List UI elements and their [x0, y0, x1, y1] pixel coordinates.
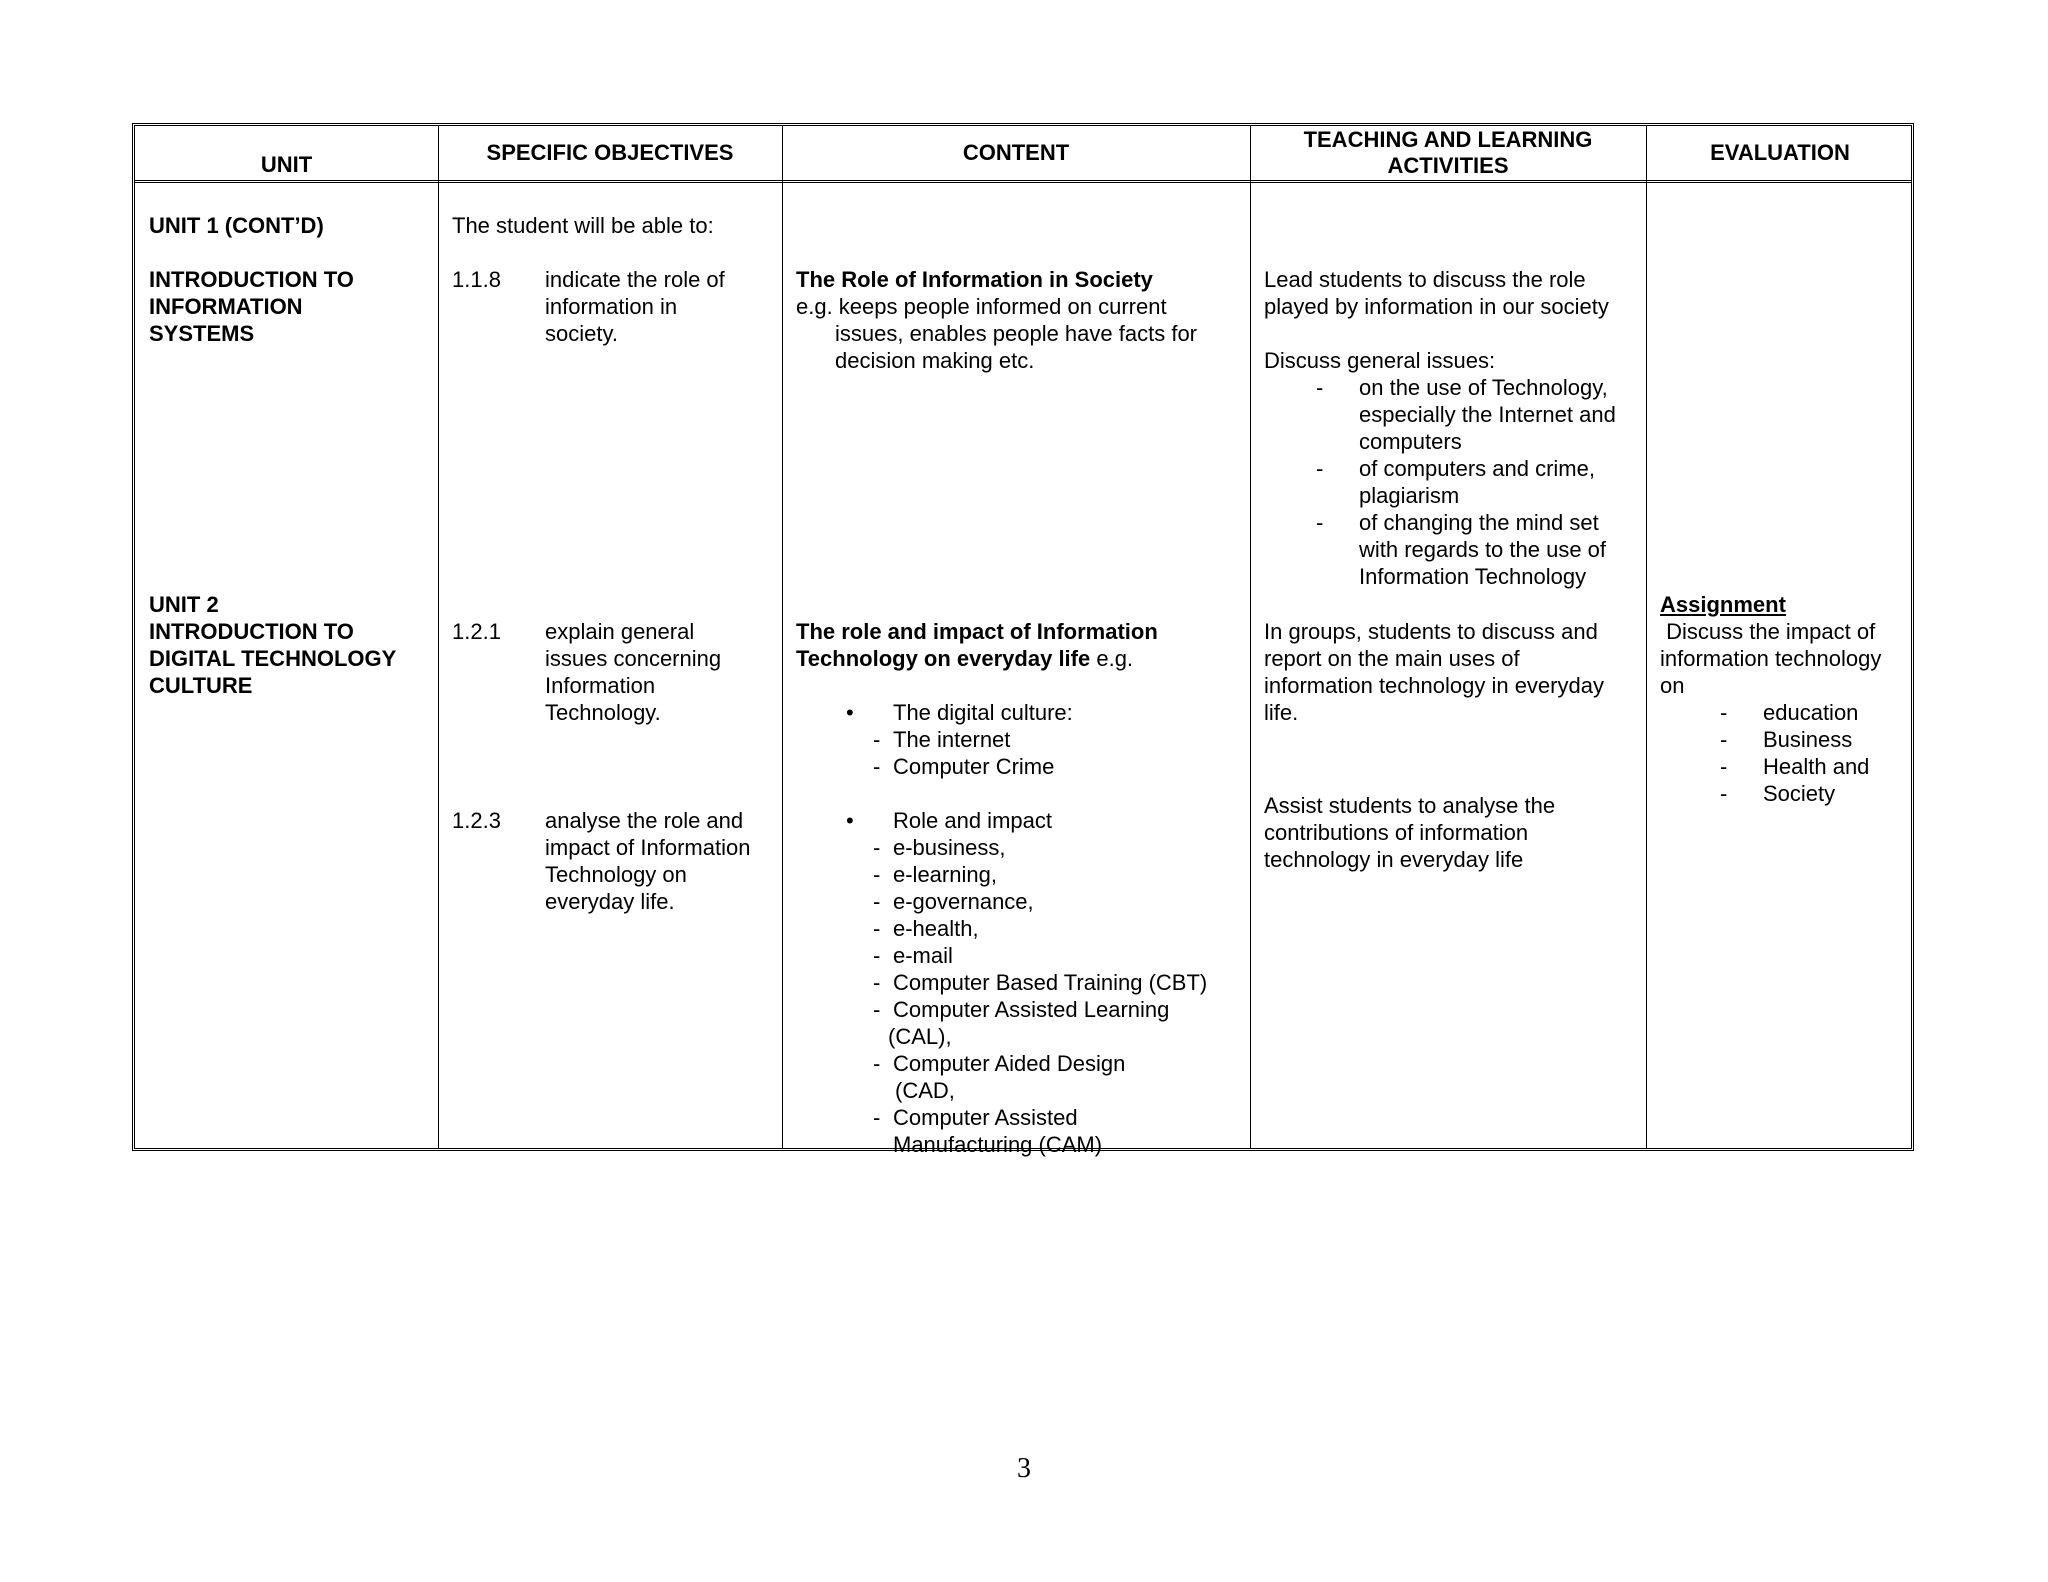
objective-line: Information	[545, 673, 656, 698]
objective-line: information in	[545, 294, 678, 319]
objective-line: Technology.	[545, 700, 661, 725]
activity-item: with regards to the use of	[1359, 537, 1607, 562]
evaluation-line: Discuss the impact of	[1660, 619, 1876, 644]
dash: -	[873, 754, 881, 779]
content-block2-title-line2	[796, 645, 1133, 672]
content-block2-eg: e.g.	[1090, 646, 1134, 671]
bullet-dot: •	[846, 808, 854, 833]
content-subitem-cont: (CAL),	[888, 1024, 952, 1049]
objective-line: society.	[545, 321, 618, 346]
objective-line: everyday life.	[545, 889, 675, 914]
content-block2-title-bold: Technology on everyday life	[796, 646, 1091, 671]
unit1-name-line: INFORMATION	[149, 294, 303, 319]
content-subitem: Computer Crime	[893, 754, 1055, 779]
dash: -	[873, 835, 881, 860]
header-unit: UNIT	[260, 152, 313, 177]
content-line: issues, enables people have facts for	[835, 321, 1198, 346]
activity-item: Information Technology	[1359, 564, 1587, 589]
activity-item: computers	[1359, 429, 1462, 454]
objective-line: analyse the role and	[545, 808, 744, 833]
dash: -	[1720, 700, 1728, 725]
objective-line: impact of Information	[545, 835, 751, 860]
bullet-dot: •	[846, 700, 854, 725]
objectives-intro: The student will be able to:	[452, 213, 714, 238]
evaluation-item: education	[1763, 700, 1859, 725]
header-content: CONTENT	[962, 140, 1070, 165]
dash: -	[1316, 375, 1324, 400]
unit2-name-line: INTRODUCTION TO	[149, 619, 354, 644]
column-divider	[1646, 126, 1647, 1148]
objective-number: 1.2.1	[452, 619, 501, 644]
column-divider	[1250, 126, 1251, 1148]
activity-line: Lead students to discuss the role	[1264, 267, 1586, 292]
unit2-name-line: CULTURE	[149, 673, 253, 698]
content-subitem: Computer Assisted	[893, 1105, 1078, 1130]
dash: -	[1316, 510, 1324, 535]
header-specific-objectives: SPECIFIC OBJECTIVES	[486, 140, 734, 165]
content-subitem-cont: (CAD,	[895, 1078, 955, 1103]
dash: -	[873, 1105, 881, 1130]
content-subitem: e-health,	[893, 916, 979, 941]
activity-item: especially the Internet and	[1359, 402, 1616, 427]
content-block1-title: The Role of Information in Society	[796, 267, 1153, 292]
dash: -	[1720, 754, 1728, 779]
dash: -	[873, 727, 881, 752]
content-block2-title: The role and impact of Information	[796, 619, 1158, 644]
unit2-name-line: DIGITAL TECHNOLOGY	[149, 646, 397, 671]
header-divider	[135, 180, 1911, 183]
objective-line: indicate the role of	[545, 267, 725, 292]
evaluation-line: on	[1660, 673, 1685, 698]
content-subitem: Computer Aided Design	[893, 1051, 1126, 1076]
unit1-name-line: SYSTEMS	[149, 321, 255, 346]
objective-line: issues concerning	[545, 646, 722, 671]
content-line: decision making etc.	[835, 348, 1035, 373]
activity-line: information technology in everyday	[1264, 673, 1604, 698]
dash: -	[1316, 456, 1324, 481]
dash: -	[873, 943, 881, 968]
header-teaching-learning-activities: TEACHING AND LEARNING ACTIVITIES	[1303, 127, 1593, 178]
objective-number: 1.1.8	[452, 267, 501, 292]
activity-item: of computers and crime,	[1359, 456, 1595, 481]
activity-line: technology in everyday life	[1264, 847, 1524, 872]
activity-line: Assist students to analyse the	[1264, 793, 1556, 818]
activity-line: In groups, students to discuss and	[1264, 619, 1598, 644]
activity-item: of changing the mind set	[1359, 510, 1599, 535]
unit1-title: UNIT 1 (CONT’D)	[149, 213, 324, 238]
column-divider	[782, 126, 783, 1148]
activity-heading: Discuss general issues:	[1264, 348, 1496, 373]
column-divider	[438, 126, 439, 1148]
objective-line: explain general	[545, 619, 695, 644]
dash: -	[873, 889, 881, 914]
objective-number: 1.2.3	[452, 808, 501, 833]
unit1-name-line: INTRODUCTION TO	[149, 267, 354, 292]
activity-line: played by information in our society	[1264, 294, 1609, 319]
content-subitem-cont: Manufacturing (CAM)	[893, 1132, 1103, 1157]
content-subitem: e-business,	[893, 835, 1006, 860]
dash: -	[873, 1051, 881, 1076]
dash: -	[873, 970, 881, 995]
dash: -	[873, 997, 881, 1022]
page-number: 3	[1017, 1453, 1031, 1484]
activity-line: contributions of information	[1264, 820, 1529, 845]
content-bullet1: The digital culture:	[893, 700, 1073, 725]
activity-item: plagiarism	[1359, 483, 1460, 508]
syllabus-table	[132, 123, 1914, 1157]
content-subitem: Computer Assisted Learning	[893, 997, 1170, 1022]
dash: -	[873, 916, 881, 941]
content-subitem: e-governance,	[893, 889, 1034, 914]
content-line: e.g. keeps people informed on current	[796, 294, 1167, 319]
activity-line: life.	[1264, 700, 1299, 725]
objective-line: Technology on	[545, 862, 687, 887]
content-bullet2: Role and impact	[893, 808, 1052, 833]
activity-line: report on the main uses of	[1264, 646, 1520, 671]
dash: -	[873, 862, 881, 887]
dash: -	[1720, 727, 1728, 752]
dash: -	[1720, 781, 1728, 806]
evaluation-item: Health and	[1763, 754, 1870, 779]
header-evaluation: EVALUATION	[1710, 140, 1850, 165]
evaluation-title: Assignment	[1660, 592, 1786, 617]
activity-item: on the use of Technology,	[1359, 375, 1608, 400]
evaluation-item: Business	[1763, 727, 1853, 752]
evaluation-line: information technology	[1660, 646, 1882, 671]
unit2-title: UNIT 2	[149, 592, 219, 617]
content-subitem: e-learning,	[893, 862, 997, 887]
content-subitem: The internet	[893, 727, 1011, 752]
evaluation-item: Society	[1763, 781, 1836, 806]
content-subitem: e-mail	[893, 943, 953, 968]
content-subitem: Computer Based Training (CBT)	[893, 970, 1208, 995]
